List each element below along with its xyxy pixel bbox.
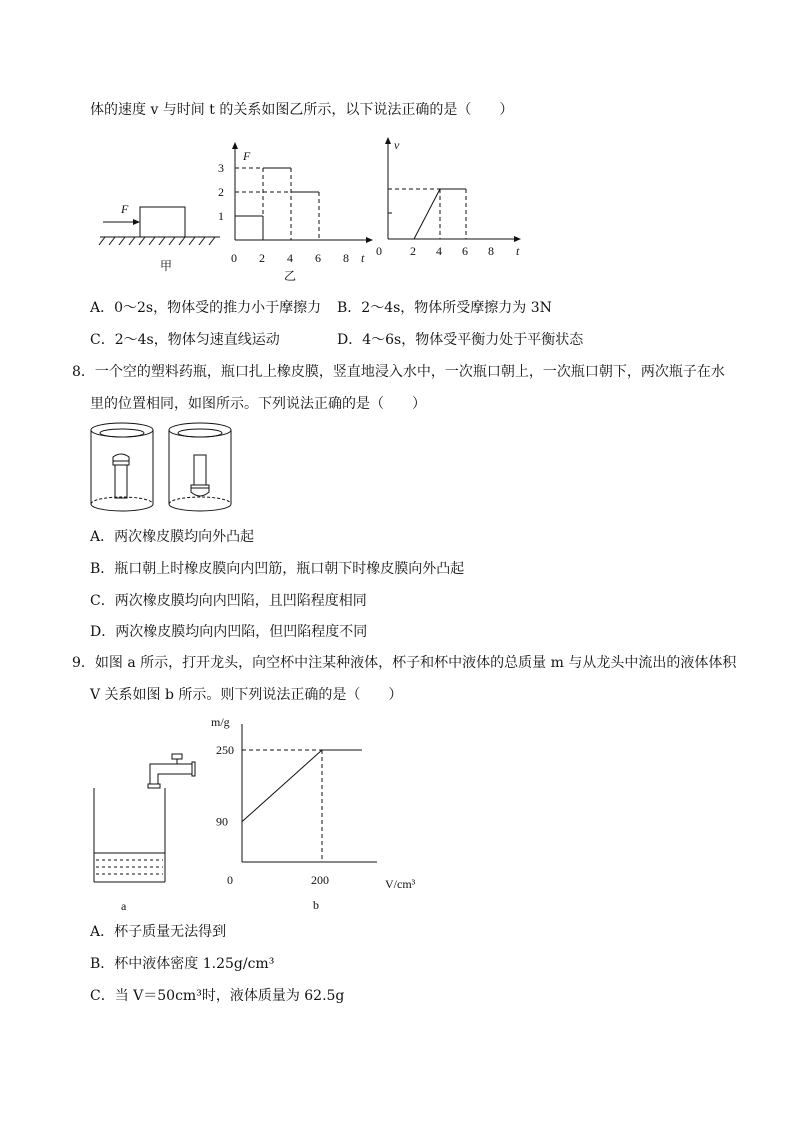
q7-figure-vt	[378, 135, 528, 265]
q7-option-b: B．2～4s，物体所受摩擦力为 3N	[337, 300, 552, 316]
membrane-top	[113, 454, 129, 465]
block	[140, 207, 185, 237]
bottle	[194, 455, 206, 485]
y-axis-arrow	[385, 137, 391, 144]
x-tick-label: 0	[231, 251, 237, 265]
faucet	[148, 754, 195, 788]
y-axis-label: v	[394, 138, 400, 152]
q7-option-a: A．0～2s，物体受的推力小于摩擦力	[90, 300, 322, 316]
y-axis-label: F	[243, 149, 251, 163]
q8-option-a: A．两次橡皮膜均向外凸起	[90, 529, 255, 545]
velocity-line-accelerating	[414, 189, 440, 239]
q8-figure-bottles	[88, 420, 238, 515]
x-tick-label: 8	[343, 251, 349, 265]
y-tick-label: 90	[216, 814, 228, 829]
beaker-mouth-down	[169, 423, 231, 511]
x-axis-arrow	[514, 236, 521, 242]
force-label: F	[121, 202, 129, 216]
x-tick-label: 4	[287, 251, 293, 265]
q9-option-c: C．当 V＝50cm³时，液体质量为 62.5g	[90, 988, 345, 1004]
cup	[94, 788, 165, 882]
q9-figure-a	[88, 750, 203, 915]
x-tick-label: 4	[436, 244, 442, 258]
q8-option-c: C．两次橡皮膜均向内凹陷，且凹陷程度相同	[90, 593, 367, 609]
q9-figure-b	[205, 712, 430, 917]
mass-volume-line	[242, 750, 362, 822]
q7-option-c: C．2～4s，物体匀速直线运动	[90, 332, 280, 348]
q7-option-d: D．4～6s，物体受平衡力处于平衡状态	[337, 332, 584, 348]
q7-figure-yi	[210, 140, 375, 290]
beaker-mouth-up	[91, 423, 153, 511]
y-tick-label: 250	[216, 743, 234, 757]
y-tick-label: 1	[218, 209, 224, 223]
x-tick-label: 8	[488, 244, 494, 258]
x-tick-label: 2	[259, 251, 265, 265]
q8-stem-line2: 里的位置相同，如图所示。下列说法正确的是（ ）	[90, 396, 426, 412]
y-tick-label: 3	[218, 161, 224, 175]
figure-caption: b	[313, 898, 319, 912]
x-tick-label: 6	[315, 251, 321, 265]
figure-caption: 乙	[284, 269, 297, 283]
x-axis-label: V/cm³	[385, 877, 416, 891]
q8-option-b: B．瓶口朝上时橡皮膜向内凹筋，瓶口朝下时橡皮膜向外凸起	[90, 561, 465, 577]
x-tick-label: 6	[462, 244, 468, 258]
x-tick-label: 2	[410, 244, 416, 258]
q8-option-d: D．两次橡皮膜均向内凹陷，但凹陷程度不同	[90, 624, 368, 640]
q7-figure-jia	[95, 195, 225, 275]
x-tick-label: 0	[376, 244, 382, 258]
q8-stem-line1: 8．一个空的塑料药瓶，瓶口扎上橡皮膜，竖直地浸入水中，一次瓶口朝上，一次瓶口朝下，两次瓶子在水	[72, 364, 725, 380]
y-tick-label: 2	[218, 185, 224, 199]
y-axis-label: m/g	[211, 715, 230, 729]
x-axis-label: t	[361, 251, 365, 265]
q7-stem-tail: 体的速度 v 与时间 t 的关系如图乙所示，以下说法正确的是（ ）	[90, 102, 514, 118]
q9-option-b: B．杯中液体密度 1.25g/cm³	[90, 956, 275, 972]
x-tick-label: 200	[311, 873, 329, 887]
membrane-bottom	[191, 485, 209, 496]
ground-hatching	[99, 237, 215, 245]
y-axis-arrow	[232, 142, 238, 149]
x-axis-arrow	[366, 237, 373, 243]
figure-caption: a	[121, 899, 127, 913]
x-axis-label: t	[516, 244, 520, 258]
q9-stem-line1: 9．如图 a 所示，打开龙头，向空杯中注某种液体，杯子和杯中液体的总质量 m 与从龙头中流出的液体体积	[72, 655, 737, 671]
figure-caption: 甲	[160, 259, 173, 273]
force-arrow-head	[133, 219, 140, 225]
origin-label: 0	[227, 873, 233, 887]
bottle	[115, 465, 127, 498]
q9-stem-line2: V 关系如图 b 所示。则下列说法正确的是（ ）	[90, 687, 403, 703]
q9-option-a: A．杯子质量无法得到	[90, 924, 227, 940]
